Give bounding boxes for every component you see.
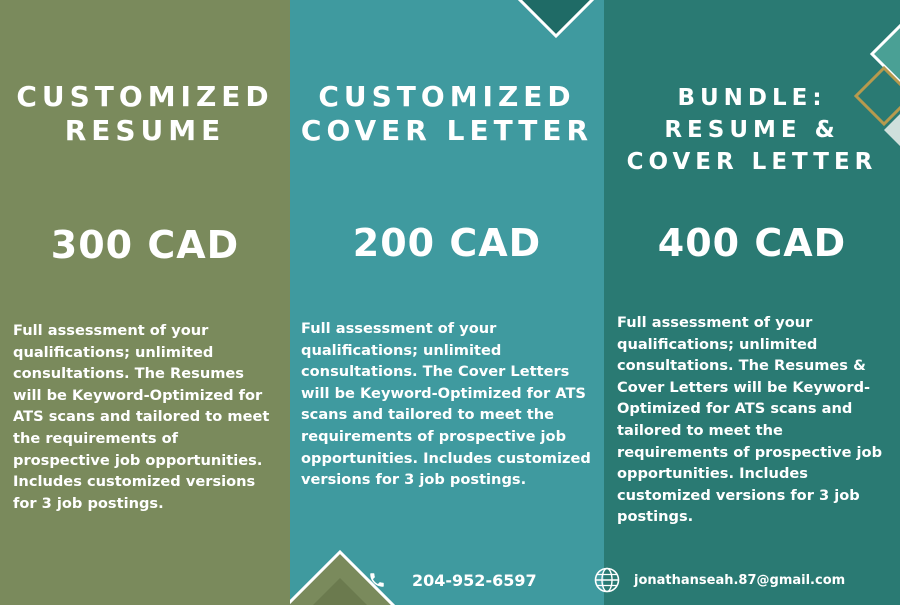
globe-icon [594,567,620,593]
resume-column [0,0,290,605]
bundle-title-line-3: COVER LETTER [626,149,878,176]
cover-letter-title-line-1: CUSTOMIZED [318,80,576,113]
top-diamond-decoration [516,0,596,40]
cover-letter-title-line-2: COVER LETTER [300,114,594,148]
bundle-price: 400 CAD [657,221,847,265]
resume-price: 300 CAD [50,223,240,267]
bundle-title-line-1: BUNDLE: [677,85,827,111]
bundle-title [604,82,900,179]
cover-letter-price: 200 CAD [352,221,542,265]
email-address: jonathanseah.87@gmail.com [634,572,846,588]
phone-number: 204-952-6597 [412,570,537,590]
bundle-description: Full assessment of your qualifications; unlimited consultations. The Resumes & Cover Letters will be Keyword-Optimized for ATS scans and tailored to meet the requirements of prospective job opportunities. Includes customized versions for 3 job postings. [617,314,883,526]
phone-icon [368,570,386,590]
resume-title [0,80,290,148]
resume-description: Full assessment of your qualifications; unlimited consultations. The Resumes will be Keyword-Optimized for ATS scans and tailored to meet the requirements of prospective job opportunities. Includes customized versions for 3 job postings. [13,322,270,512]
cover-letter-column [290,0,604,605]
phone-contact[interactable] [368,570,537,590]
bundle-column [604,0,900,605]
cover-letter-title [290,80,604,148]
email-contact[interactable] [594,567,845,593]
cover-letter-description: Full assessment of your qualifications; unlimited consultations. The Cover Letters will be Keyword-Optimized for ATS scans and tailored to meet the requirements of prospective job opportunities. Includes customized versions for 3 job postings. [301,320,591,489]
resume-title-line-1: CUSTOMIZED [16,80,274,113]
resume-title-line-2: RESUME [64,114,226,148]
bundle-title-line-2: RESUME & [664,117,840,144]
